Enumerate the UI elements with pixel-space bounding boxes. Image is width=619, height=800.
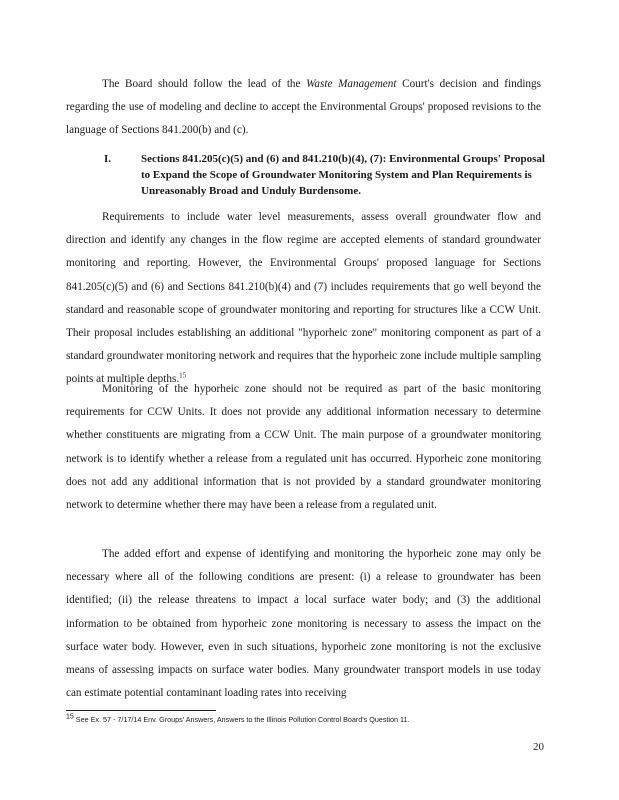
section-heading: Sections 841.205(c)(5) and (6) and 841.210(b)(4), (7): Environmental Groups' Proposal to Expand the Scope of Groundwater Monitoring System and Plan Requirements is Unreasonably Broad and Unduly Burdensome. xyxy=(141,153,545,197)
paragraph-hyporheic-monitoring: Monitoring of the hyporheic zone should not be required as part of the basic monitoring requirements for CCW Units. It does not provide any additional information necessary to determine whether constituents are migrating from a CCW Unit. The main purpose of a groundwater monitoring network is to identify whether a release from a regulated unit has occurred. Hyporheic zone monitoring does not add any additional information that is not provided by a standard groundwater monitoring network to determine whether there may have been a release from a regulated unit. xyxy=(66,383,541,512)
footnote xyxy=(66,715,546,725)
footnote-reference[interactable]: 15 xyxy=(179,371,187,380)
footnote-divider xyxy=(66,710,216,711)
footnote-text: See Ex. 57 - 7/17/14 Env. Groups' Answers, Answers to the Illinois Pollution Control Board's Question 11. xyxy=(75,715,410,724)
case-name: Waste Management xyxy=(306,78,397,90)
page-number: 20 xyxy=(533,741,544,753)
footnote-number: 15 xyxy=(66,713,74,721)
intro-paragraph xyxy=(66,73,541,143)
section-number: I. xyxy=(104,153,112,165)
paragraph-added-effort: The added effort and expense of identifying and monitoring the hyporheic zone may only be necessary where all of the following conditions are present: (i) a release to groundwater has been identified; (ii) the release threatens to impact a local surface water body; and (3) the additional information to be obtained from hyporheic zone monitoring is necessary to assess the impact on the surface water body. However, even in such situations, hyporheic zone monitoring is not the exclusive means of assessing impacts on surface water bodies. Many groundwater transport models in use today can estimate potential contaminant loading rates into receiving xyxy=(66,548,541,700)
paragraph-requirements xyxy=(66,206,541,392)
paragraph-requirements-text: Requirements to include water level measurements, assess overall groundwater flow and direction and identify any changes in the flow regime are accepted elements of standard groundwater monitoring and reporting. However, the Environmental Groups' proposed language for Sections 841.205(c)(5) and (6) and Sections 841.210(b)(4) and (7) includes requirements that go well beyond the standard and reasonable scope of groundwater monitoring and reporting for structures like a CCW Unit. Their proposal includes establishing an additional "hyporheic zone" monitoring component as part of a standard groundwater monitoring network and requires that the hyporheic zone include multiple sampling points at multiple depths. xyxy=(66,211,541,386)
intro-text-before: The Board should follow the lead of the xyxy=(102,78,307,90)
intro-text-after: Court's decision and findings regarding the use of modeling and decline to accept the Environmental Groups' proposed revisions to the language of Sections 841.200(b) and (c). xyxy=(66,78,541,137)
